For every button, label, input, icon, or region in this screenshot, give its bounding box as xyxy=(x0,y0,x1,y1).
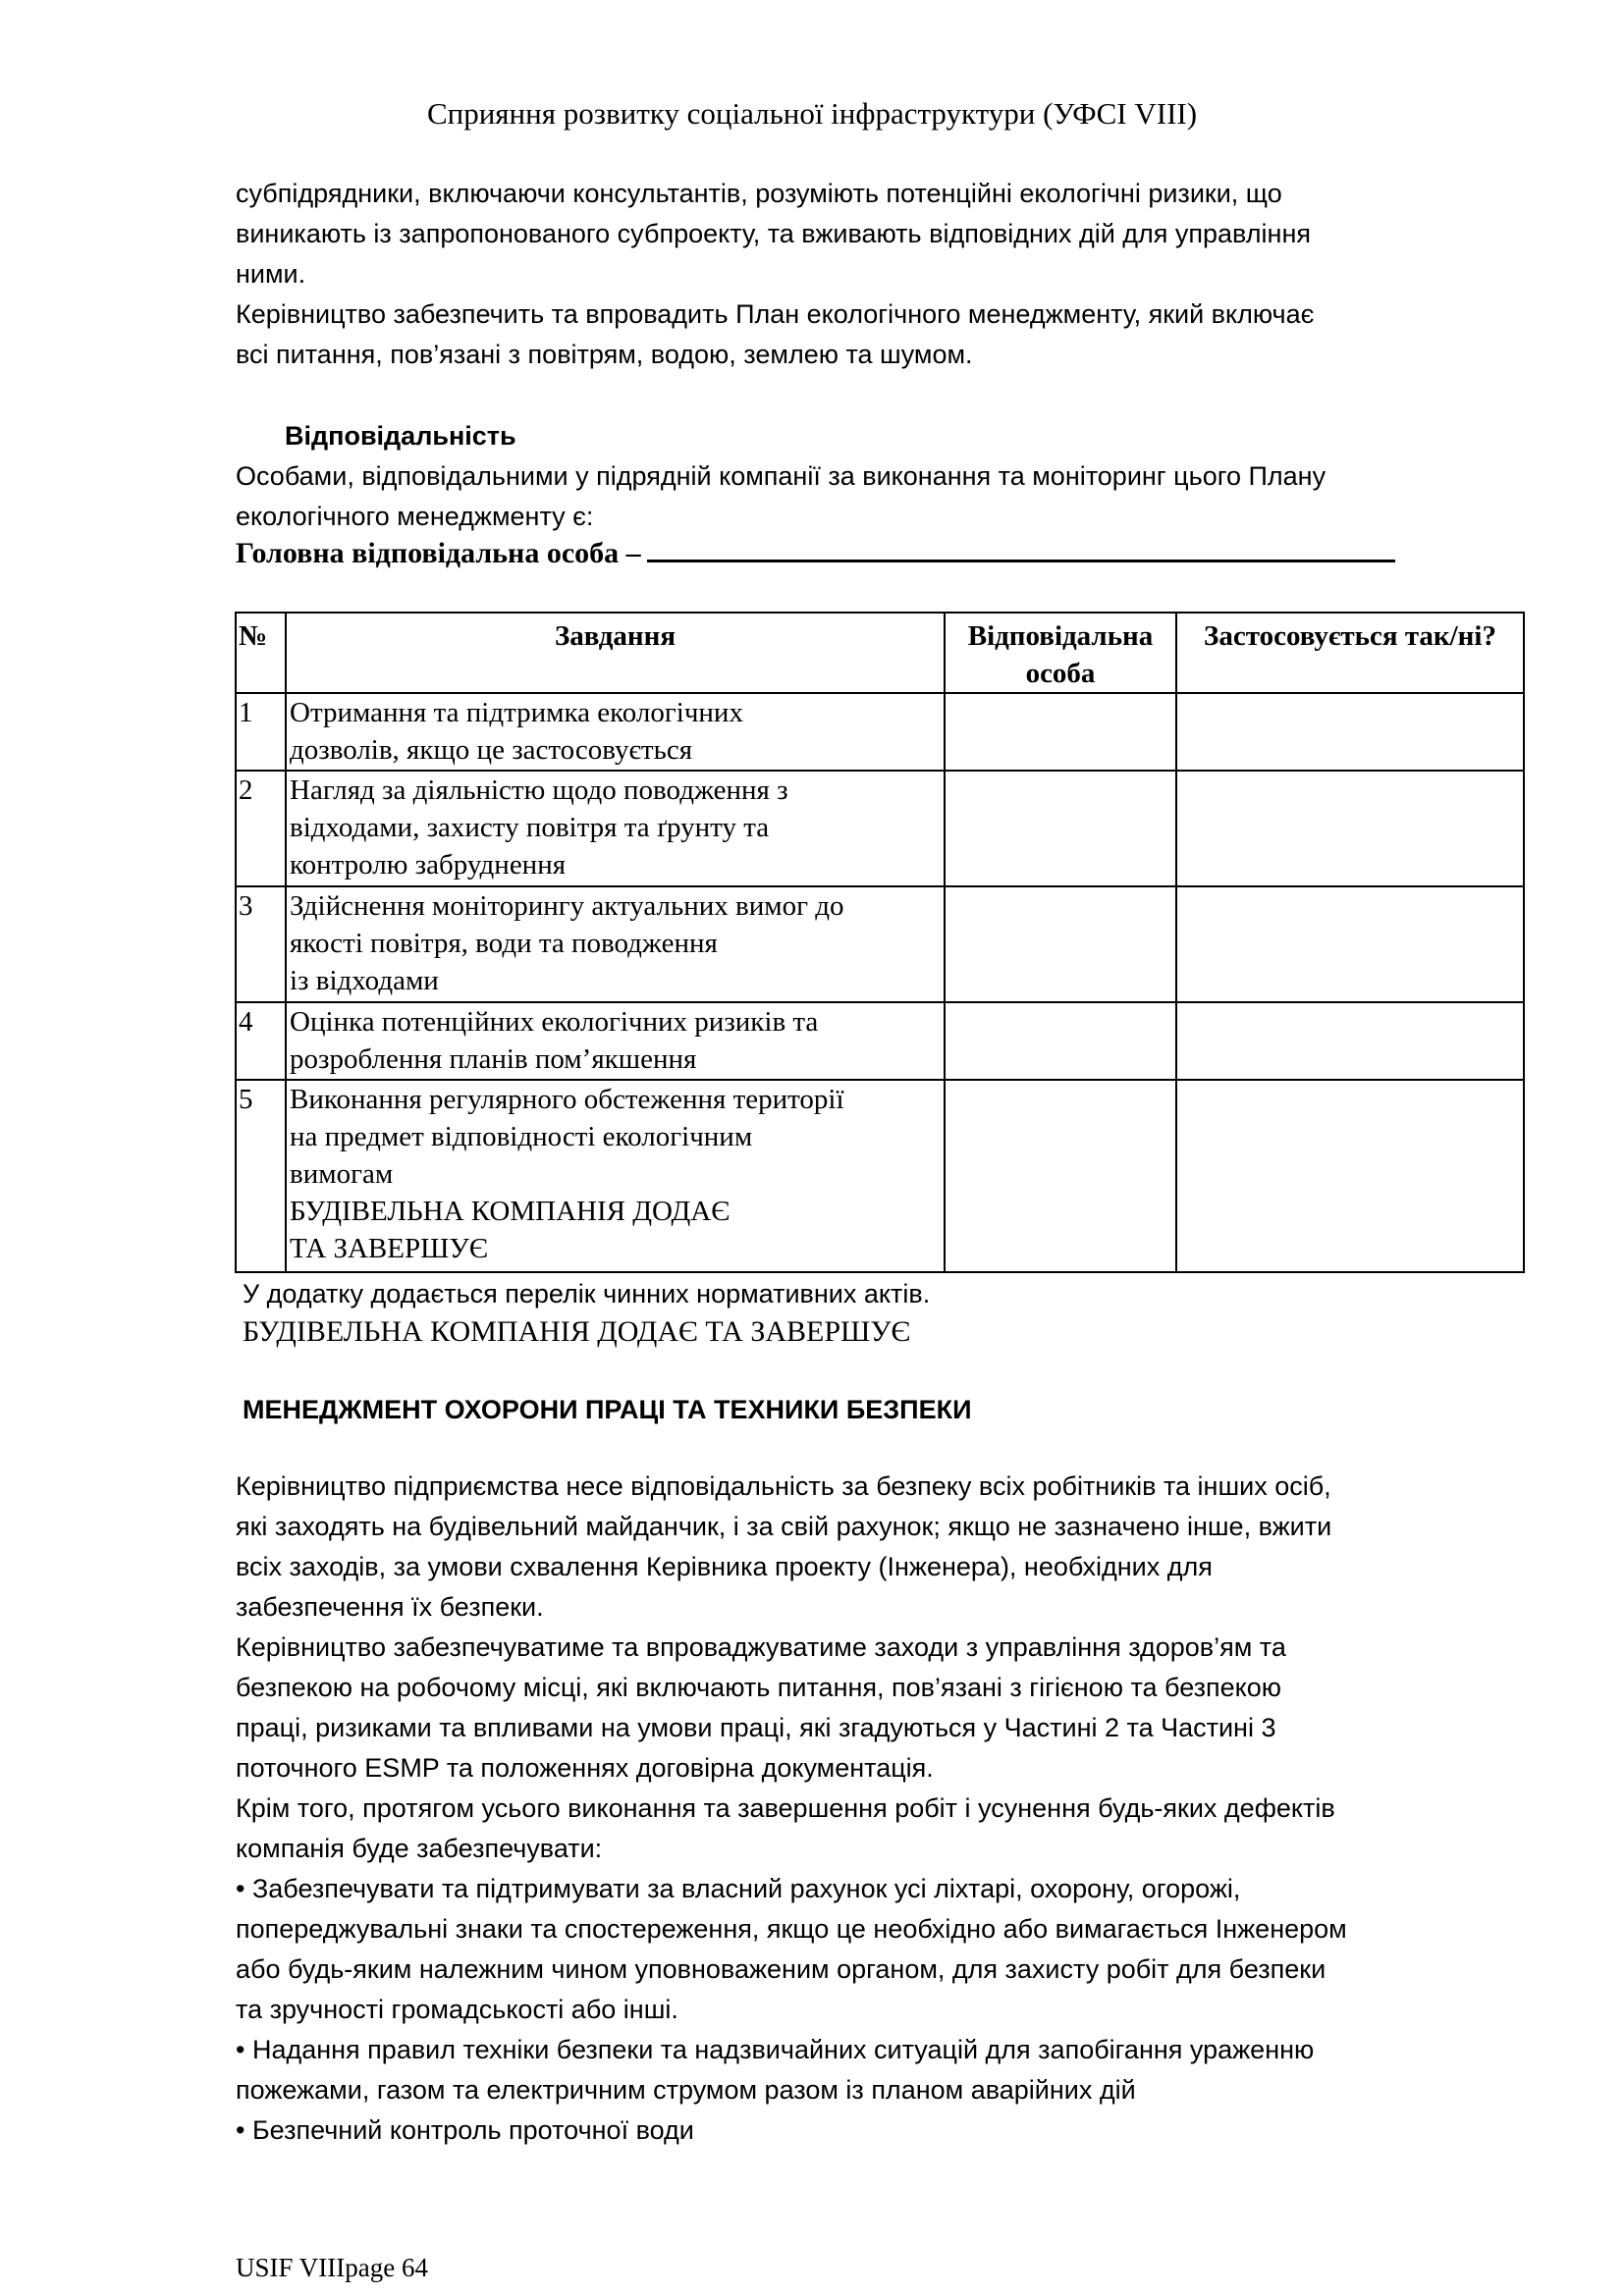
safety-line: які заходять на будівельний майданчик, і за свій рахунок; якщо не зазначено інше, вжити xyxy=(236,1512,1332,1541)
responsible-person-cell[interactable] xyxy=(945,1080,1176,1272)
task-line: якості повітря, води та поводження xyxy=(290,928,718,959)
safety-line: пожежами, газом та електричним струмом разом із планом аварійних дій xyxy=(236,2075,1136,2105)
safety-line: Керівництво підприємства несе відповідальність за безпеку всіх робітників та інших осіб, xyxy=(236,1471,1331,1501)
task-line: відходами, захисту повітря та ґрунту та xyxy=(290,812,770,843)
main-person-blank-line xyxy=(647,536,1395,562)
table-header-row xyxy=(236,613,1524,693)
safety-line: попереджувальні знаки та спостереження, якщо це необхідно або вимагається Інженером xyxy=(236,1914,1347,1944)
safety-line: безпекою на робочому місці, які включають питання, пов’язані з гігієною та безпекою xyxy=(236,1673,1282,1702)
intro-paragraph xyxy=(236,174,1532,375)
safety-line: забезпечення їх безпеки. xyxy=(236,1592,544,1622)
task-line: БУДІВЕЛЬНА КОМПАНІЯ ДОДАЄ xyxy=(290,1196,731,1227)
row-number: 2 xyxy=(236,771,286,886)
col-header-number: № xyxy=(236,613,286,693)
responsibility-line: Особами, відповідальними у підрядній компанії за виконання та моніторинг цього Плану xyxy=(236,461,1326,491)
task-cell xyxy=(286,886,945,1002)
task-line: контролю забруднення xyxy=(290,849,567,881)
task-line: Оцінка потенційних екологічних ризиків та xyxy=(290,1006,819,1038)
safety-line: Крім того, протягом усього виконання та завершення робіт і усунення будь-яких дефектів xyxy=(236,1793,1335,1823)
task-cell xyxy=(286,1080,945,1272)
col-header-task: Завдання xyxy=(286,613,945,693)
task-line: із відходами xyxy=(290,965,439,996)
applies-cell[interactable] xyxy=(1176,771,1524,886)
safety-paragraph xyxy=(236,1467,1532,2151)
task-line: ТА ЗАВЕРШУЄ xyxy=(290,1233,489,1264)
row-number: 5 xyxy=(236,1080,286,1272)
intro-line: субпідрядники, включаючи консультантів, розуміють потенційні екологічні ризики, що xyxy=(236,179,1282,208)
intro-line: ними. xyxy=(236,259,306,289)
task-line: вимогам xyxy=(290,1158,394,1190)
safety-bullet-line: • Забезпечувати та підтримувати за власний рахунок усі ліхтарі, охорону, огорожі, xyxy=(236,1874,1241,1903)
main-person-label: Головна відповідальна особа – xyxy=(236,537,641,569)
row-number: 1 xyxy=(236,693,286,771)
task-line: на предмет відповідності екологічним xyxy=(290,1121,753,1152)
responsible-person-cell[interactable] xyxy=(945,771,1176,886)
intro-line: Керівництво забезпечить та впровадить План екологічного менеджменту, який включає xyxy=(236,299,1315,329)
task-line: Нагляд за діяльністю щодо поводження з xyxy=(290,774,788,806)
task-line: Здійснення моніторингу актуальних вимог до xyxy=(290,890,844,922)
row-number: 4 xyxy=(236,1002,286,1080)
applies-cell[interactable] xyxy=(1176,1002,1524,1080)
task-cell xyxy=(286,771,945,886)
responsibility-heading: Відповідальність xyxy=(285,421,516,451)
responsible-person-cell[interactable] xyxy=(945,1002,1176,1080)
task-line: розроблення планів пом’якшення xyxy=(290,1043,697,1075)
col-header-person-line: Відповідальна xyxy=(967,620,1154,652)
responsible-person-cell[interactable] xyxy=(945,693,1176,771)
safety-line: праці, ризиками та впливами на умови праці, які згадуються у Частині 2 та Частині 3 xyxy=(236,1713,1276,1742)
task-line: дозволів, якщо це застосовується xyxy=(290,734,693,766)
safety-line: Керівництво забезпечуватиме та впроваджуватиме заходи з управління здоров’ям та xyxy=(236,1632,1286,1662)
page-header: Сприяння розвитку соціальної інфраструктури (УФСІ VIII) xyxy=(426,96,1198,131)
task-cell xyxy=(286,1002,945,1080)
safety-heading: МЕНЕДЖМЕНТ ОХОРОНИ ПРАЦІ ТА ТЕХНИКИ БЕЗПЕКИ xyxy=(243,1395,972,1424)
safety-bullet-line: • Безпечний контроль проточної води xyxy=(236,2115,694,2145)
safety-line: компанія буде забезпечувати: xyxy=(236,1834,603,1863)
safety-line: та зручності громадськості або інші. xyxy=(236,1995,678,2024)
table-row xyxy=(236,886,1524,1002)
task-line: Отримання та підтримка екологічних xyxy=(290,697,743,728)
page-footer: USIF VIIIpage 64 xyxy=(236,2253,428,2282)
row-number: 3 xyxy=(236,886,286,1002)
task-line: Виконання регулярного обстеження території xyxy=(290,1084,844,1115)
table-row xyxy=(236,693,1524,771)
intro-line: виникають із запропонованого субпроекту, та вживають відповідних дій для управління xyxy=(236,219,1311,248)
main-person-field xyxy=(236,536,1532,570)
col-header-responsible-person xyxy=(945,613,1176,693)
safety-line: або будь-яким належним чином уповноваженим органом, для захисту робіт для безпеки xyxy=(236,1954,1326,1984)
table-row xyxy=(236,1002,1524,1080)
responsibility-paragraph xyxy=(236,456,1532,537)
table-row xyxy=(236,1080,1524,1272)
responsible-person-cell[interactable] xyxy=(945,886,1176,1002)
responsibility-table xyxy=(235,612,1525,1273)
task-cell xyxy=(286,693,945,771)
table-row xyxy=(236,771,1524,886)
intro-line: всі питання, пов’язані з повітрям, водою, землею та шумом. xyxy=(236,340,973,369)
applies-cell[interactable] xyxy=(1176,693,1524,771)
safety-bullet-line: • Надання правил техніки безпеки та надзвичайних ситуацій для запобігання ураженню xyxy=(236,2035,1315,2064)
appendix-note: У додатку додається перелік чинних нормативних актів. xyxy=(243,1279,931,1308)
safety-line: поточного ESMP та положеннях договірна документація. xyxy=(236,1753,934,1783)
col-header-applies: Застосовується так/ні? xyxy=(1176,613,1524,693)
applies-cell[interactable] xyxy=(1176,886,1524,1002)
applies-cell[interactable] xyxy=(1176,1080,1524,1272)
col-header-person-line: особа xyxy=(1025,658,1096,689)
responsibility-line: екологічного менеджменту є: xyxy=(236,502,594,531)
appendix-caps-note: БУДІВЕЛЬНА КОМПАНІЯ ДОДАЄ ТА ЗАВЕРШУЄ xyxy=(243,1315,911,1348)
safety-line: всіх заходів, за умови схвалення Керівника проекту (Інженера), необхідних для xyxy=(236,1552,1213,1581)
